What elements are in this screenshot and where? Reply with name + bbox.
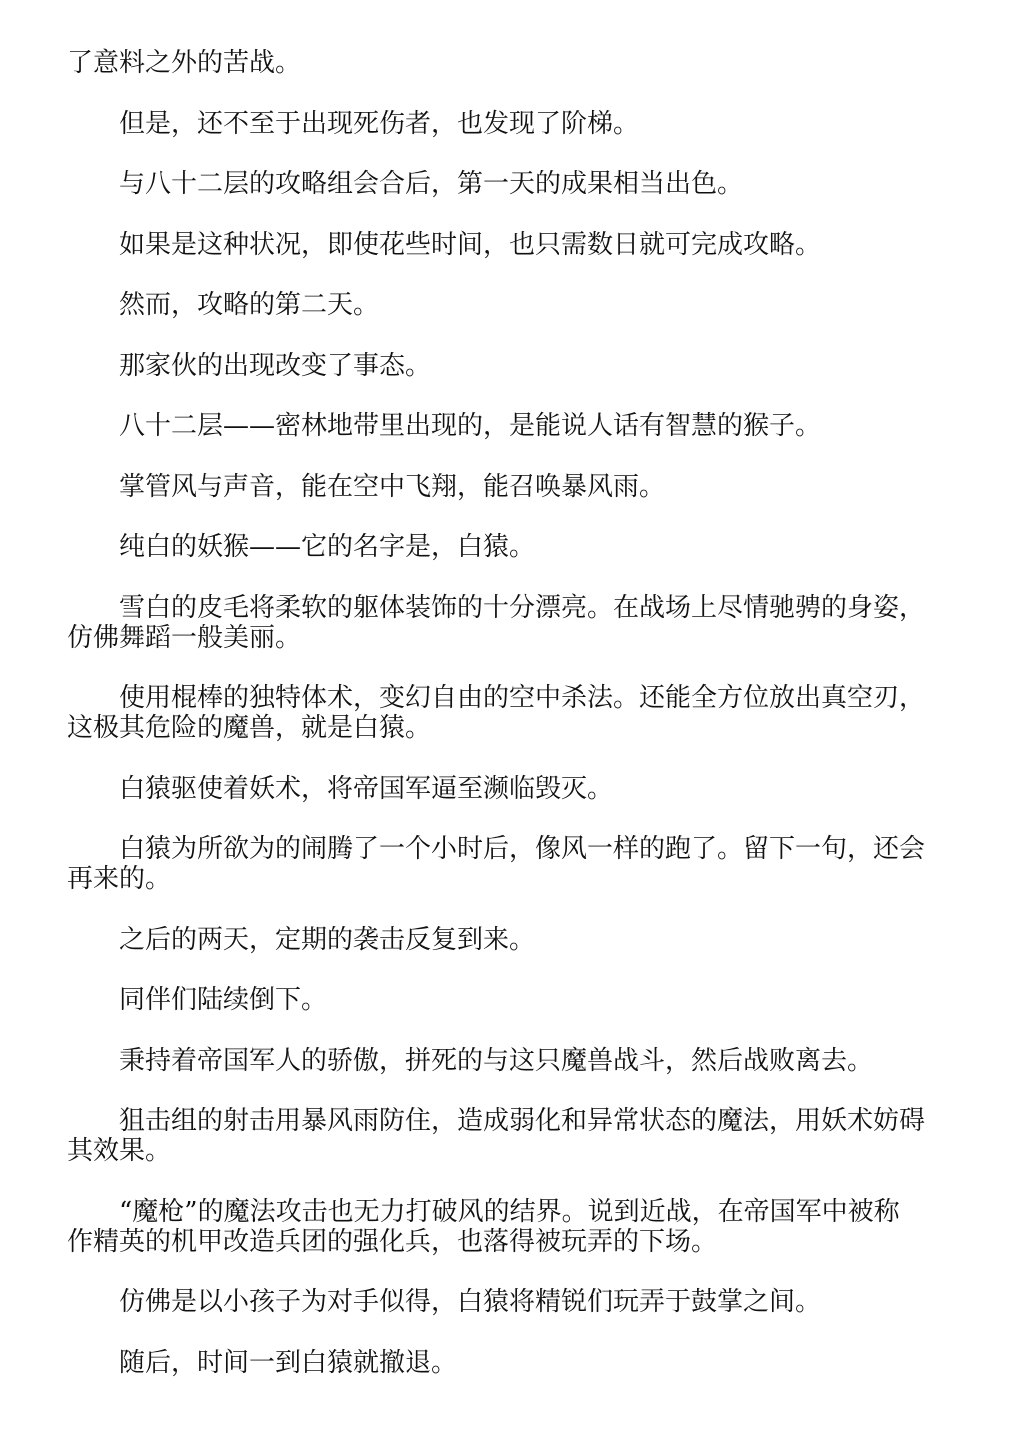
paragraph	[67, 532, 1017, 562]
paragraph	[67, 1287, 1017, 1317]
text-line: 八十二层——密林地带里出现的，是能说人话有智慧的猴子。	[119, 411, 822, 441]
paragraph-continuation	[67, 48, 1017, 78]
text-line: 与八十二层的攻略组会合后，第一天的成果相当出色。	[119, 169, 744, 199]
paragraph	[67, 411, 1017, 441]
text-line: 狙击组的射击用暴风雨防住，造成弱化和异常状态的魔法，用妖术妨碍	[119, 1106, 926, 1136]
text-line: 作精英的机甲改造兵团的强化兵，也落得被玩弄的下场。	[67, 1226, 718, 1257]
text-line: 掌管风与声音，能在空中飞翔，能召唤暴风雨。	[119, 471, 666, 502]
text-line: 了意料之外的苦战。	[67, 48, 302, 78]
paragraph	[67, 683, 1017, 743]
text-line: 白猿驱使着妖术，将帝国军逼至濒临毁灭。	[119, 773, 614, 804]
text-line: 如果是这种状况，即使花些时间，也只需数日就可完成攻略。	[119, 229, 822, 260]
text-line: 仿佛舞蹈一般美丽。	[67, 622, 302, 653]
text-line: 随后，时间一到白猿就撤退。	[119, 1347, 458, 1378]
text-line: 再来的。	[67, 864, 172, 894]
paragraph	[67, 774, 1017, 804]
text-line: 其效果。	[67, 1136, 172, 1166]
text-line: 雪白的皮毛将柔软的躯体装饰的十分漂亮。在战场上尽情驰骋的身姿，	[119, 592, 926, 623]
paragraph	[67, 109, 1017, 139]
paragraph	[67, 1046, 1017, 1076]
text-line: 这极其危险的魔兽，就是白猿。	[67, 713, 432, 743]
paragraph	[67, 925, 1017, 955]
paragraph	[67, 351, 1017, 381]
paragraph	[67, 169, 1017, 199]
text-line: 但是，还不至于出现死伤者，也发现了阶梯。	[119, 108, 640, 139]
paragraph	[67, 834, 1017, 894]
text-line: 那家伙的出现改变了事态。	[119, 350, 432, 381]
text-line: “魔枪”的魔法攻击也无力打破风的结界。说到近战，在帝国军中被称	[119, 1196, 900, 1227]
paragraph	[67, 290, 1017, 320]
paragraph	[67, 472, 1017, 502]
text-line: 纯白的妖猴——它的名字是，白猿。	[119, 532, 536, 562]
paragraph	[67, 1197, 1017, 1257]
text-line: 秉持着帝国军人的骄傲，拼死的与这只魔兽战斗，然后战败离去。	[119, 1045, 874, 1076]
text-line: 使用棍棒的独特体术，变幻自由的空中杀法。还能全方位放出真空刃，	[119, 683, 926, 713]
paragraph	[67, 1106, 1017, 1166]
text-line: 之后的两天，定期的袭击反复到来。	[119, 924, 536, 955]
text-line: 白猿为所欲为的闹腾了一个小时后，像风一样的跑了。留下一句，还会	[119, 834, 926, 864]
paragraph	[67, 1348, 1017, 1378]
text-line: 同伴们陆续倒下。	[119, 985, 328, 1015]
text-line: 仿佛是以小孩子为对手似得，白猿将精锐们玩弄于鼓掌之间。	[119, 1287, 822, 1317]
paragraph	[67, 593, 1017, 653]
body-text	[67, 48, 1017, 1378]
paragraph	[67, 230, 1017, 260]
paragraph	[67, 985, 1017, 1015]
text-line: 然而，攻略的第二天。	[119, 290, 380, 320]
